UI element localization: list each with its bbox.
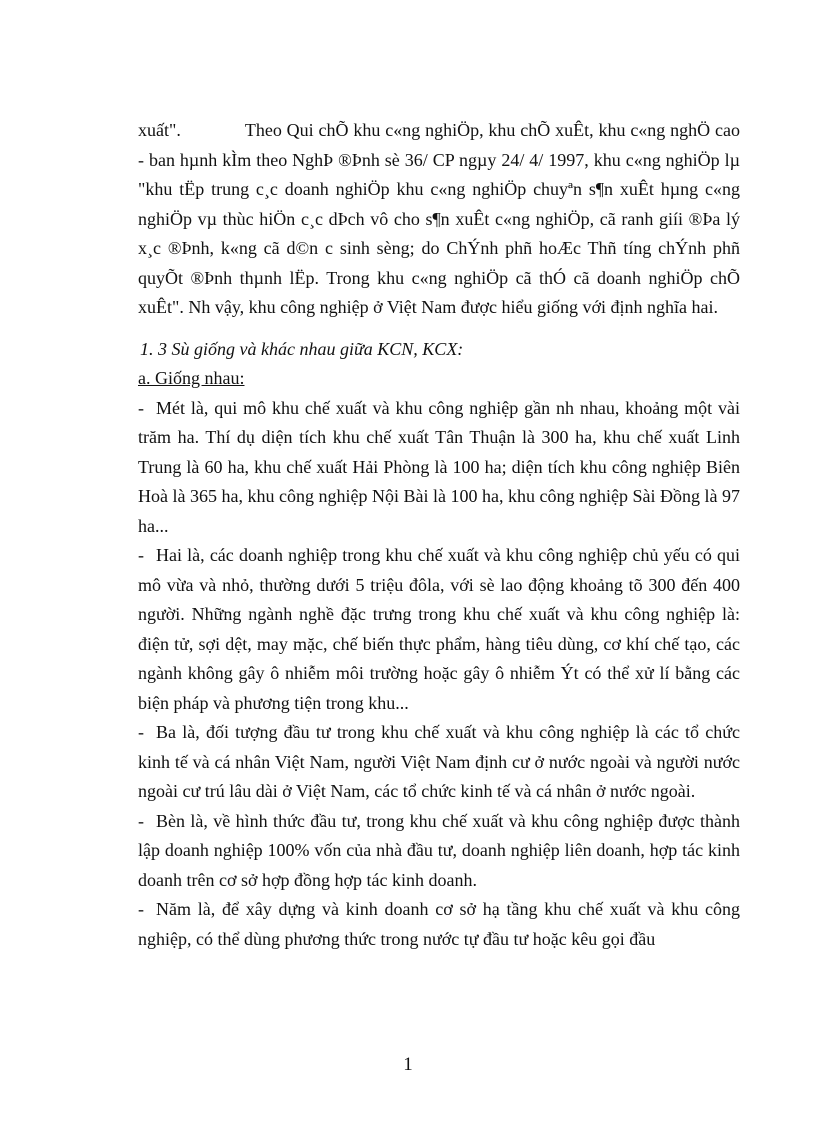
bullet-text: Bèn là, về hình thức đầu tư, trong khu chế xuất và khu công nghiệp được thành lập doanh nghiệp 100% vốn của nhà đầu tư, doanh nghiệp liên doanh, hợp tác kinh doanh trên cơ sở hợp đồng hợp tác kinh doanh. (138, 810, 740, 890)
bullet-text: Hai là, các doanh nghiệp trong khu chế xuất và khu công nghiệp chủ yếu có qui mô vừa và nhỏ, thường dưới 5 triệu đôla, với sè lao động khoảng tõ 300 đến 400 người. Những ngành nghề đặc trưng trong khu chế xuất và khu công nghiệp là: điện tử, sợi dệt, may mặc, chế biến thực phẩm, hàng tiêu dùng, cơ khí chế tạo, các ngành không gây ô nhiễm môi trường hoặc gây ô nhiễm Ýt có thể xử lí bằng các biện pháp và phương tiện trong khu... (138, 545, 740, 713)
intro-text: Theo Qui chÕ khu c«ng nghiÖp, khu chÕ xuÊt, khu c«ng nghÖ cao - ban hµnh kÌm theo NghÞ ®Þnh sè 36/ CP ngµy 24/ 4/ 1997, khu c«ng nghiÖp lµ "khu tËp trung c¸c doanh nghiÖp khu c«ng nghiÖp chuyªn s¶n xuÊt hµng c«ng nghiÖp vµ thùc hiÖn c¸c dÞch vô cho s¶n xuÊt c«ng nghiÖp, cã ranh giíi ®Þa lý x¸c ®Þnh, k«ng cã d©n c sinh sèng; do ChÝnh phñ hoÆc Thñ tíng chÝnh phñ quyÕt ®Þnh thµnh lËp. Trong khu c«ng nghiÖp cã thÓ cã doanh nghiÖp chÕ xuÊt". Nh vậy, khu công nghiệp ở Việt Nam được hiểu giống với định nghĩa hai. (138, 120, 740, 317)
subheading-similarities: a. Giống nhau: (138, 368, 245, 388)
bullet-item-1 (138, 394, 740, 542)
bullet-marker: - (138, 545, 144, 565)
intro-lead: xuất". (138, 120, 181, 140)
bullet-item-3 (138, 718, 740, 807)
bullet-marker: - (138, 397, 144, 418)
document-body (138, 116, 740, 954)
bullet-item-5 (138, 895, 740, 954)
bullet-text: Năm là, để xây dựng và kinh doanh cơ sở hạ tầng khu chế xuất và khu công nghiệp, có thể dùng phương thức trong nước tự đầu tư hoặc kêu gọi đầu (138, 899, 740, 949)
bullet-item-4 (138, 807, 740, 896)
bullet-item-2 (138, 541, 740, 718)
bullet-text: Mét là, qui mô khu chế xuất và khu công nghiệp gần nh nhau, khoảng một vài trăm ha. Thí dụ diện tích khu chế xuất Tân Thuận là 300 ha, khu chế xuất Linh Trung là 60 ha, khu chế xuất Hải Phòng là 100 ha; diện tích khu công nghiệp Biên Hoà là 365 ha, khu công nghiệp Nội Bài là 100 ha, khu công nghiệp Sài Đồng là 97 ha... (138, 397, 740, 536)
bullet-marker: - (138, 722, 144, 742)
section-heading: 1. 3 Sù giống và khác nhau giữa KCN, KCX: (140, 338, 464, 359)
bullet-text: Ba là, đối tượng đầu tư trong khu chế xuất và khu công nghiệp là các tổ chức kinh tế và cá nhân Việt Nam, người Việt Nam định cư ở nước ngoài và người nước ngoài cư trú lâu dài ở Việt Nam, các tổ chức kinh tế và cá nhân ở nước ngoài. (138, 722, 740, 801)
bullet-marker: - (138, 899, 144, 919)
intro-paragraph (138, 116, 740, 323)
bullet-marker: - (138, 810, 144, 831)
page-number: 1 (403, 1054, 413, 1075)
